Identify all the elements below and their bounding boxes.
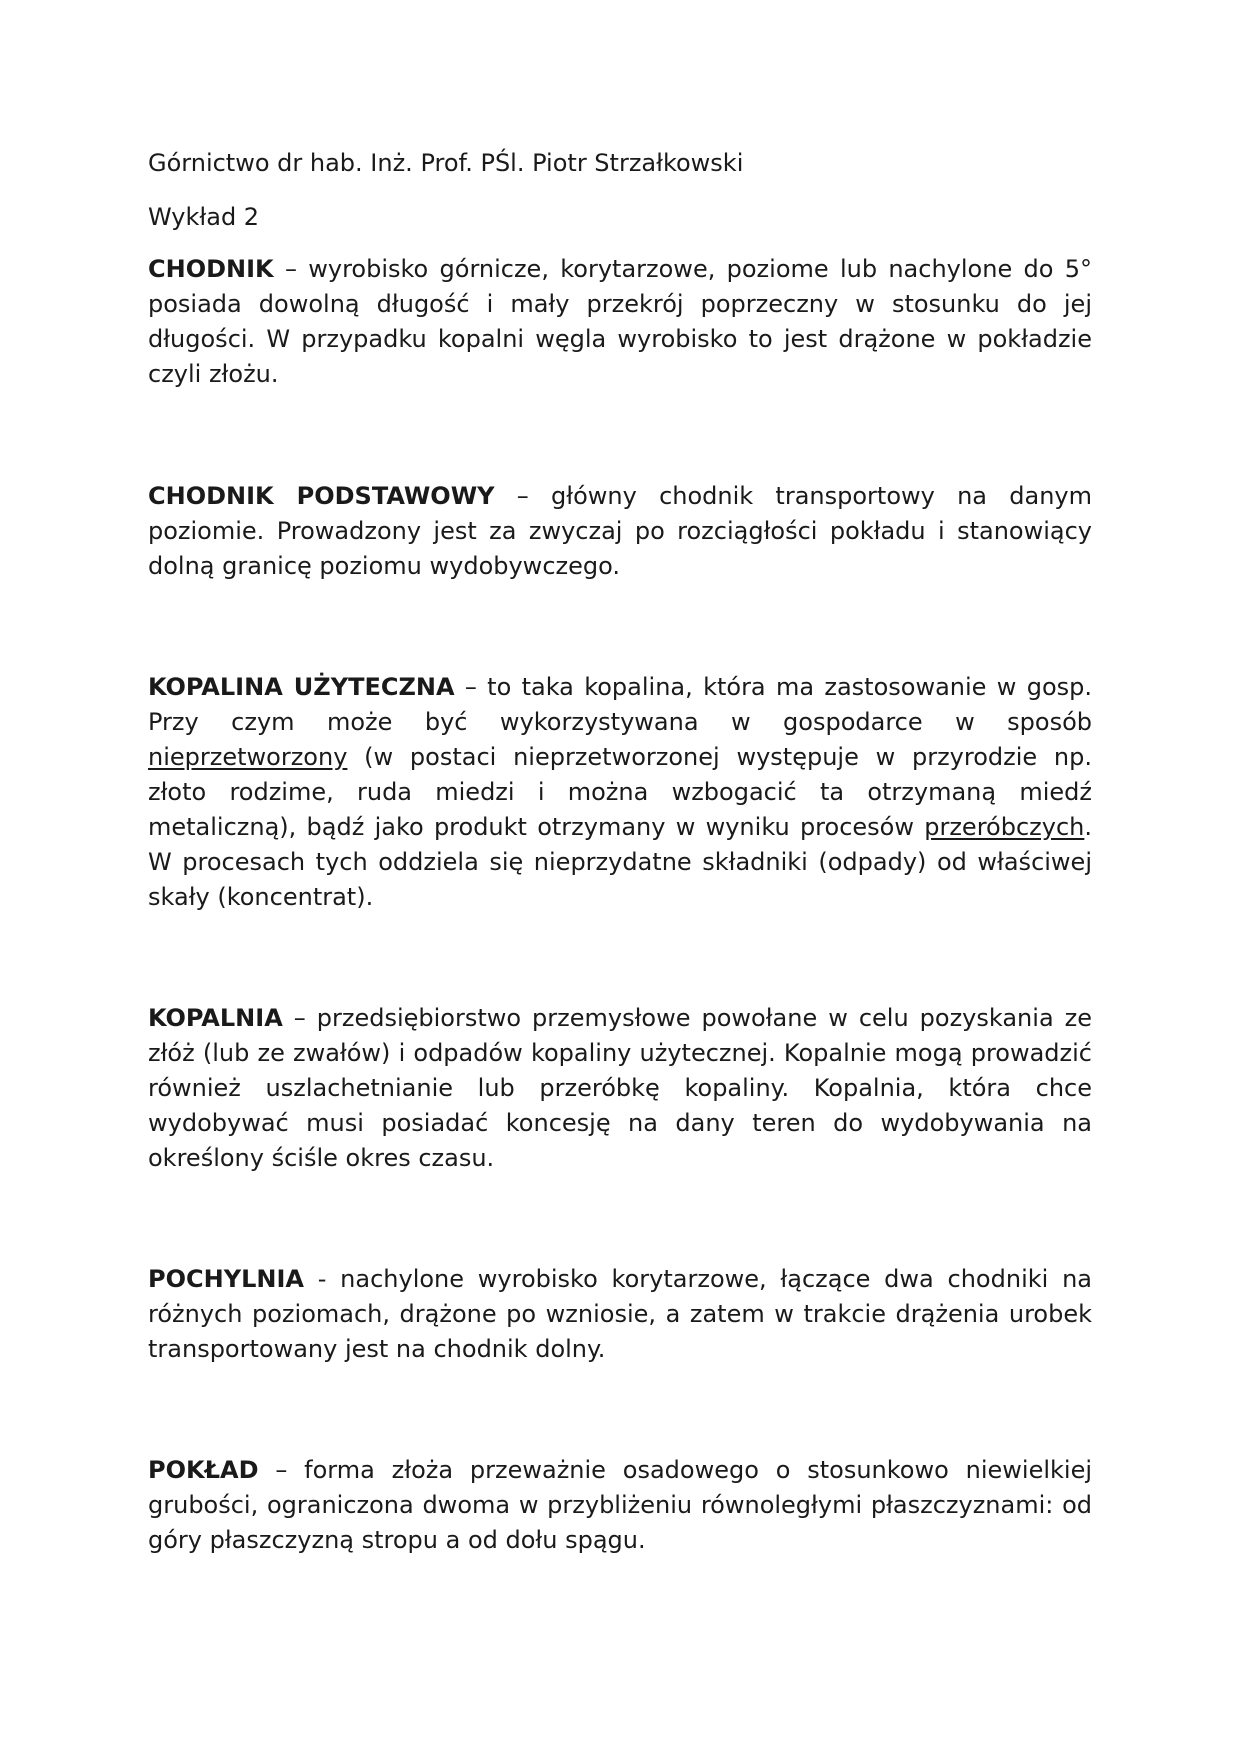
- definition-kopalina-uzyteczna: [148, 670, 1092, 915]
- definition-chodnik: [148, 252, 1092, 392]
- definition-text: – wyrobisko górnicze, korytarzowe, poziome lub nachylone do 5° posiada dowolną długość i mały przekrój poprzeczny w stosunku do jej długości. W przypadku kopalni węgla wyrobisko to jest drążone w pokładzie czyli złożu.: [148, 255, 1092, 388]
- definition-text: - nachylone wyrobisko korytarzowe, łączące dwa chodniki na różnych poziomach, drążone po wzniosie, a zatem w trakcie drążenia urobek transportowany jest na chodnik dolny.: [148, 1265, 1092, 1363]
- term-heading: POCHYLNIA: [148, 1265, 304, 1293]
- underlined-term: przeróbczych: [924, 813, 1085, 841]
- term-heading: CHODNIK: [148, 255, 274, 283]
- definition-text: – forma złoża przeważnie osadowego o stosunkowo niewielkiej grubości, ograniczona dwoma w przybliżeniu równoległymi płaszczyznami: od góry płaszczyzną stropu a od dołu spągu.: [148, 1456, 1092, 1554]
- definition-text: (w postaci nieprzetworzonej występuje w przyrodzie np. złoto rodzime, ruda miedzi i można wzbogacić ta otrzymaną miedź metaliczną), bądź jako produkt otrzymany w wyniku procesów: [148, 743, 1092, 841]
- definition-chodnik-podstawowy: [148, 479, 1092, 584]
- term-heading: CHODNIK PODSTAWOWY: [148, 482, 495, 510]
- term-heading: POKŁAD: [148, 1456, 259, 1484]
- document-title: Górnictwo dr hab. Inż. Prof. PŚl. Piotr Strzałkowski: [148, 149, 744, 177]
- underlined-term: nieprzetworzony: [148, 743, 348, 771]
- definition-pochylnia: [148, 1262, 1092, 1367]
- definition-text: . W procesach tych oddziela się nieprzydatne składniki (odpady) od właściwej skały (koncentrat).: [148, 813, 1092, 911]
- term-heading: KOPALNIA: [148, 1004, 283, 1032]
- definition-text: – przedsiębiorstwo przemysłowe powołane w celu pozyskania ze złóż (lub ze zwałów) i odpadów kopaliny użytecznej. Kopalnie mogą prowadzić również uszlachetnianie lub przeróbkę kopaliny. Kopalnia, która chce wydobywać musi posiadać koncesję na dany teren do wydobywania na określony ściśle okres czasu.: [148, 1004, 1092, 1172]
- document-page: [148, 146, 1092, 1558]
- definition-kopalnia: [148, 1001, 1092, 1176]
- definition-text: – główny chodnik transportowy na danym poziomie. Prowadzony jest za zwyczaj po rozciągłości pokładu i stanowiący dolną granicę poziomu wydobywczego.: [148, 482, 1093, 580]
- definition-poklad: [148, 1453, 1092, 1558]
- term-heading: KOPALINA UŻYTECZNA: [148, 673, 455, 701]
- lecture-number: Wykład 2: [148, 203, 260, 231]
- definition-text: – to taka kopalina, która ma zastosowanie w gosp. Przy czym może być wykorzystywana w gospodarce w sposób: [148, 673, 1092, 736]
